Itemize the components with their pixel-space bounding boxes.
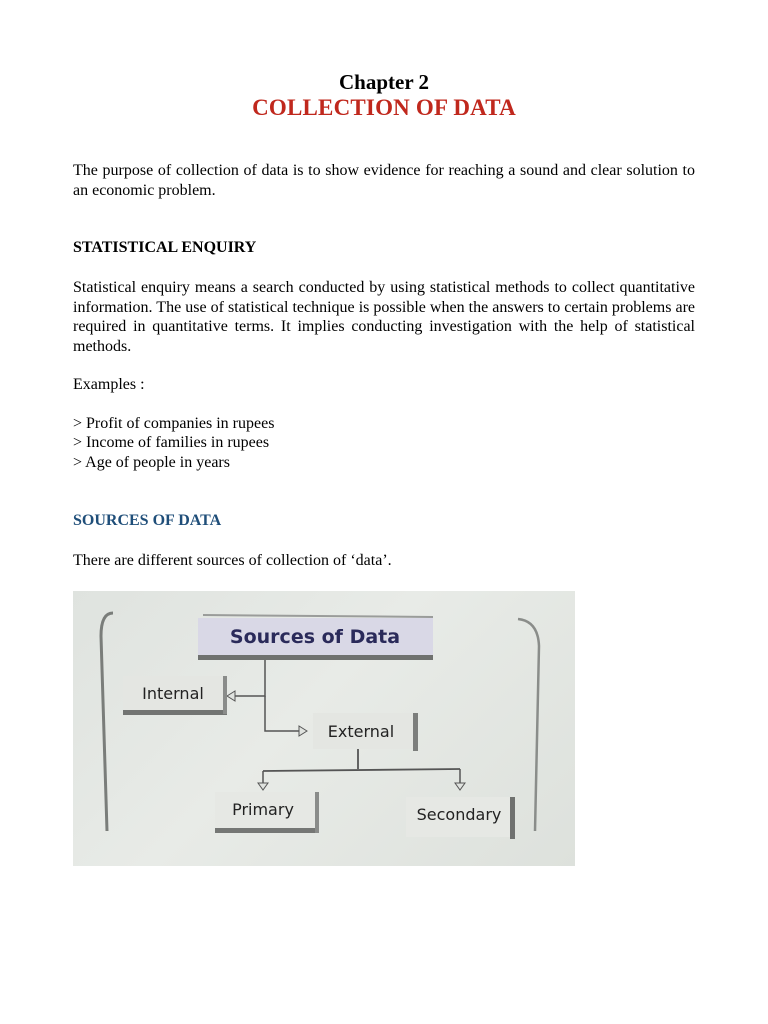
external-arrow-icon bbox=[299, 726, 307, 736]
root-box-shadow bbox=[198, 655, 433, 660]
statistical-enquiry-heading: STATISTICAL ENQUIRY bbox=[73, 239, 257, 256]
intro-paragraph: The purpose of collection of data is to show evidence for reaching a sound and clear solution to an economic problem. bbox=[73, 162, 695, 199]
example-item: > Age of people in years bbox=[73, 454, 230, 471]
sources-diagram bbox=[73, 591, 575, 866]
chapter-title: COLLECTION OF DATA bbox=[252, 95, 516, 120]
external-label: External bbox=[327, 722, 395, 741]
internal-box-shadow bbox=[123, 710, 227, 715]
root-label: Sources of Data bbox=[229, 626, 401, 648]
sources-of-data-heading: SOURCES OF DATA bbox=[73, 512, 222, 529]
secondary-label: Secondary bbox=[416, 805, 502, 824]
examples-label: Examples : bbox=[73, 376, 145, 393]
internal-arrow-icon bbox=[227, 691, 235, 701]
internal-connector bbox=[233, 660, 265, 696]
statistical-enquiry-paragraph: Statistical enquiry means a search conducted by using statistical methods to collect quantitative information. The use of statistical technique is possible when the answers to certain problems are required in quantitative terms. It implies conducting investigation with the help of statistical methods. bbox=[73, 279, 695, 355]
sources-of-data-paragraph: There are different sources of collection of ‘data’. bbox=[73, 552, 392, 569]
primary-label: Primary bbox=[232, 800, 294, 819]
sources-of-data-diagram-photo bbox=[73, 591, 575, 866]
secondary-arrow-icon bbox=[455, 783, 465, 790]
external-connector bbox=[265, 696, 301, 731]
left-bracket bbox=[101, 613, 113, 831]
external-branch-connector bbox=[263, 749, 460, 771]
right-bracket bbox=[518, 619, 539, 831]
internal-label: Internal bbox=[142, 684, 204, 703]
primary-arrow-icon bbox=[258, 783, 268, 790]
example-item: > Income of families in rupees bbox=[73, 434, 270, 451]
top-rule bbox=[203, 615, 433, 617]
example-item: > Profit of companies in rupees bbox=[73, 415, 275, 432]
chapter-number: Chapter 2 bbox=[338, 70, 430, 94]
